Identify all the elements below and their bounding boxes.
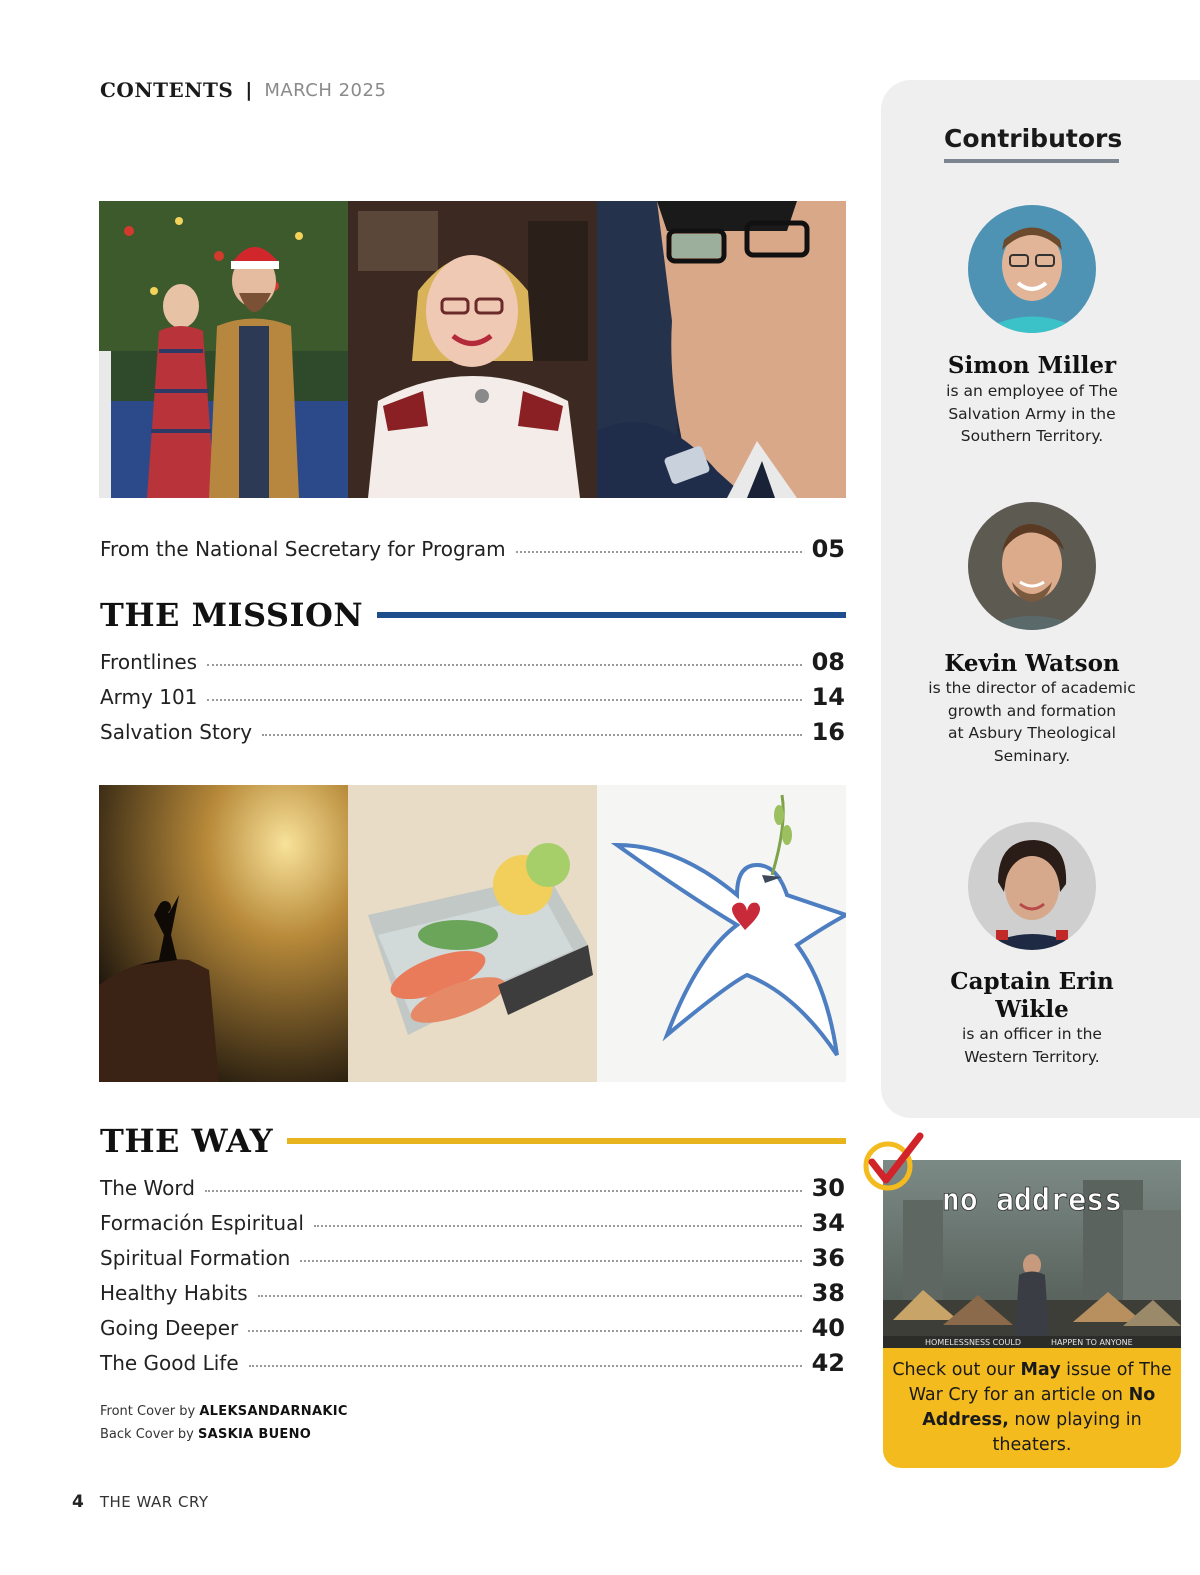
dot-leader <box>258 1295 802 1297</box>
promo-text-bold: May <box>1020 1360 1061 1380</box>
dot-leader <box>207 664 801 666</box>
promo-text <box>883 1358 1181 1458</box>
toc-item-title: Army 101 <box>100 685 198 709</box>
section-rule <box>287 1138 846 1144</box>
name-line: Captain Erin <box>950 968 1114 995</box>
photo-couple-christmas <box>99 201 348 498</box>
toc-item-title: Salvation Story <box>100 720 253 744</box>
toc-item-title: Healthy Habits <box>100 1281 248 1305</box>
toc-item-page: 38 <box>811 1279 845 1307</box>
contributor-name: Kevin Watson <box>944 650 1120 677</box>
promo-text-part: issue of The War Cry for an article on <box>908 1360 1172 1405</box>
section-title-mission <box>100 596 846 634</box>
desc-line: Seminary. <box>993 746 1071 765</box>
middle-photo-strip <box>99 785 846 1082</box>
contributor-description <box>915 1023 1149 1068</box>
promo-text-part: now playing in theaters. <box>992 1410 1142 1455</box>
promo-text-part: Check out our <box>892 1360 1021 1380</box>
toc-item-the-word[interactable] <box>100 1172 845 1204</box>
toc-item-formacion-espiritual[interactable] <box>100 1207 845 1239</box>
publication-name: THE WAR CRY <box>99 1493 209 1511</box>
page-header <box>100 78 386 102</box>
cover-credits <box>100 1400 348 1446</box>
toc-item-frontlines[interactable] <box>100 646 845 678</box>
contributor-description <box>915 380 1149 448</box>
toc-item-page: 34 <box>811 1209 845 1237</box>
dot-leader <box>516 551 802 553</box>
credit-name: ALEKSANDARNAKIC <box>199 1404 348 1419</box>
toc-item-title: From the National Secretary for Program <box>100 537 506 561</box>
photo-young-man-glasses <box>597 201 846 498</box>
toc-item-national-secretary[interactable] <box>100 533 845 565</box>
contributors-title: Contributors <box>944 124 1119 163</box>
dot-leader <box>300 1260 801 1262</box>
contributor-name <box>921 968 1143 1024</box>
back-cover-credit <box>100 1423 348 1446</box>
promo-card-no-address[interactable] <box>883 1160 1181 1468</box>
desc-line: Southern Territory. <box>960 427 1104 445</box>
page-footer <box>72 1492 209 1512</box>
dot-leader <box>205 1190 802 1192</box>
header-separator: | <box>245 79 253 101</box>
dot-leader <box>249 1365 802 1367</box>
toc-item-page: 36 <box>811 1244 845 1272</box>
toc-item-page: 40 <box>811 1314 845 1342</box>
contributor-name: Simon Miller <box>947 352 1117 379</box>
desc-line: Salvation Army in the <box>948 404 1116 423</box>
avatar-kevin-watson <box>968 502 1096 630</box>
photo-silhouette-cliff <box>99 785 348 1082</box>
contributor-description <box>915 677 1149 767</box>
toc-item-page: 30 <box>811 1174 845 1202</box>
poster-title: no address <box>941 1183 1123 1218</box>
credit-name: SASKIA BUENO <box>197 1427 312 1442</box>
toc-item-army-101[interactable] <box>100 681 845 713</box>
toc-item-going-deeper[interactable] <box>100 1312 845 1344</box>
credit-label: Back Cover by <box>100 1427 194 1442</box>
desc-line: growth and formation <box>947 701 1117 720</box>
dot-leader <box>262 734 801 736</box>
contents-label: CONTENTS <box>100 78 234 102</box>
poster-tagline-left: HOMELESSNESS COULD <box>925 1338 1022 1347</box>
movie-poster-image <box>883 1160 1181 1348</box>
toc-item-title: Frontlines <box>100 650 198 674</box>
toc-item-salvation-story[interactable] <box>100 716 845 748</box>
checkmark-icon <box>862 1130 926 1192</box>
issue-date: MARCH 2025 <box>264 79 387 101</box>
desc-line: is the director of academic <box>928 679 1136 697</box>
credit-label: Front Cover by <box>100 1404 196 1419</box>
dot-leader <box>314 1225 802 1227</box>
toc-item-page: 08 <box>811 648 845 676</box>
toc-item-title: Spiritual Formation <box>100 1246 291 1270</box>
toc-item-the-good-life[interactable] <box>100 1347 845 1379</box>
toc-item-spiritual-formation[interactable] <box>100 1242 845 1274</box>
desc-line: is an employee of The <box>946 382 1118 400</box>
toc-item-page: 05 <box>811 535 845 563</box>
desc-line: Western Territory. <box>964 1047 1100 1066</box>
photo-officer-woman <box>348 201 597 498</box>
section-rule <box>377 612 846 618</box>
poster-tagline-right: HAPPEN TO ANYONE <box>1051 1338 1133 1347</box>
toc-item-title: The Good Life <box>100 1351 239 1375</box>
front-cover-credit <box>100 1400 348 1423</box>
toc-item-title: Going Deeper <box>100 1316 239 1340</box>
toc-item-page: 42 <box>811 1349 845 1377</box>
avatar-erin-wikle <box>968 822 1096 950</box>
desc-line: is an officer in the <box>962 1025 1102 1043</box>
top-photo-strip <box>99 201 846 498</box>
toc-item-title: Formación Espiritual <box>100 1211 304 1235</box>
toc-item-healthy-habits[interactable] <box>100 1277 845 1309</box>
avatar-simon-miller <box>968 205 1096 333</box>
section-title-way <box>100 1122 846 1160</box>
name-line: Wikle <box>995 996 1069 1023</box>
promo-text-bold: No Address, <box>922 1385 1156 1430</box>
section-heading: THE WAY <box>100 1122 274 1160</box>
toc-item-page: 16 <box>811 718 845 746</box>
toc-item-page: 14 <box>811 683 845 711</box>
section-heading: THE MISSION <box>100 596 364 634</box>
photo-dove-illustration <box>597 785 846 1082</box>
dot-leader <box>248 1330 801 1332</box>
dot-leader <box>207 699 801 701</box>
desc-line: at Asbury Theological <box>948 724 1116 742</box>
page-number: 4 <box>72 1492 84 1512</box>
photo-food-container <box>348 785 597 1082</box>
toc-item-title: The Word <box>100 1176 195 1200</box>
